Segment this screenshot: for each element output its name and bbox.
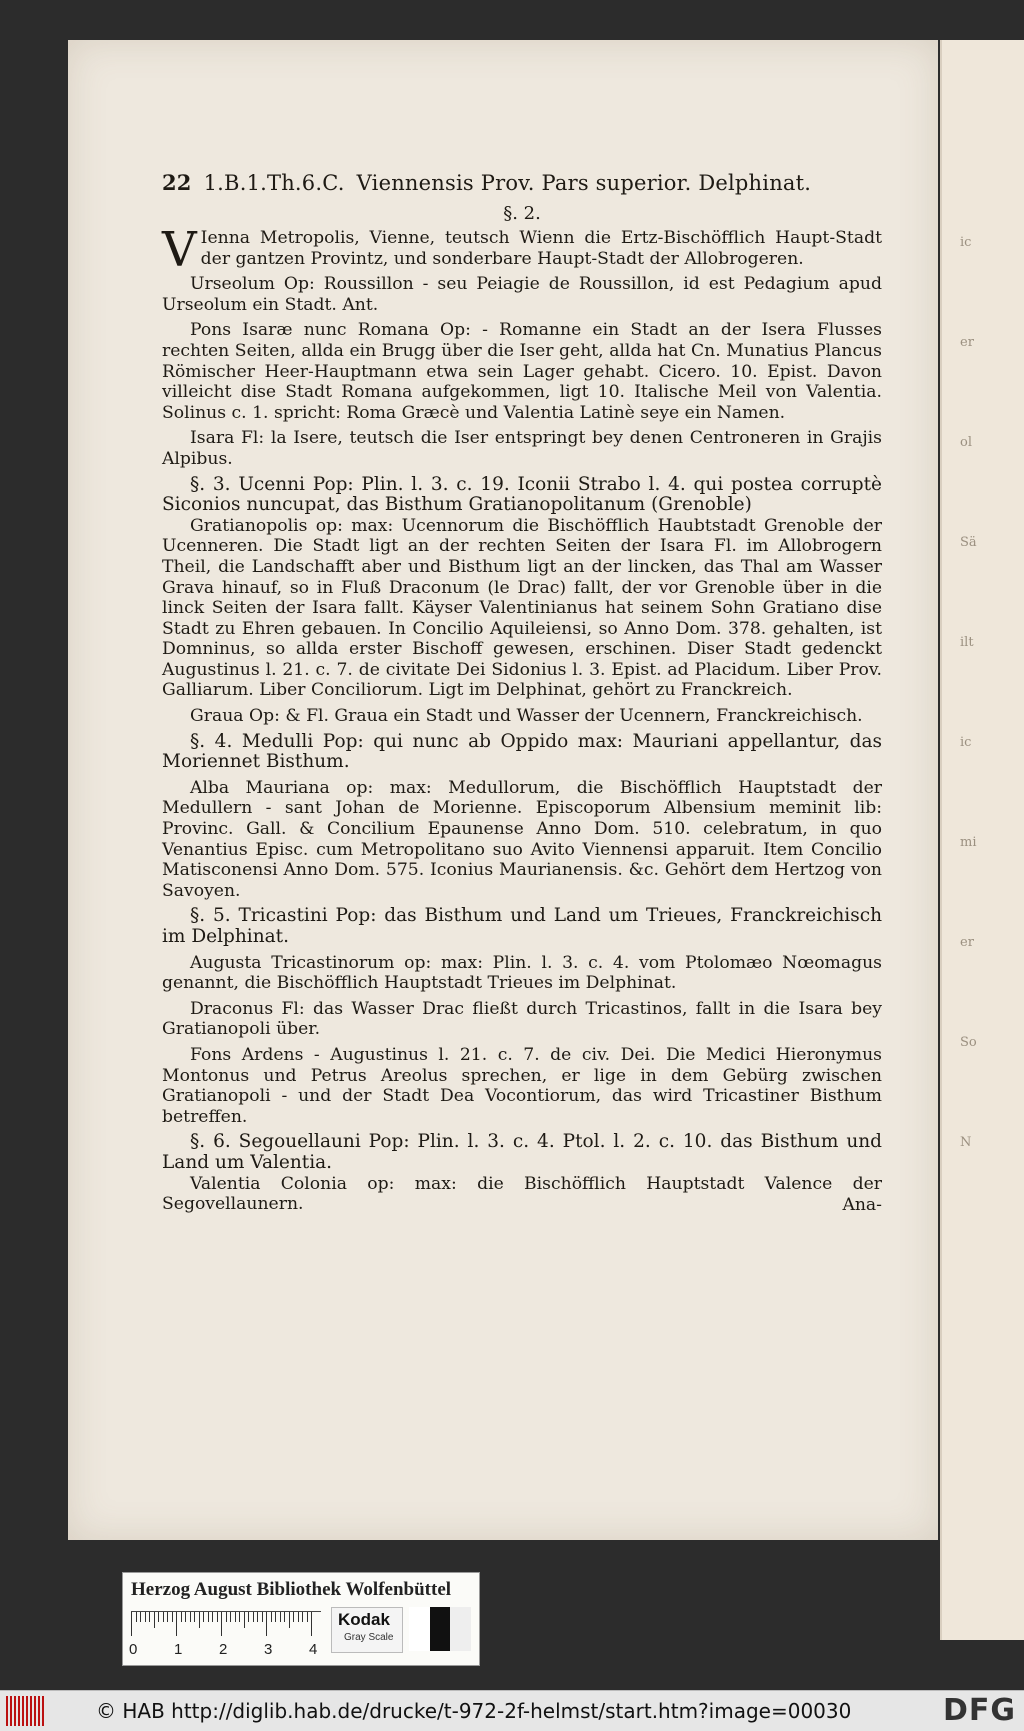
footer-url[interactable]: © HAB http://diglib.hab.de/drucke/t-972-2f-helmst/start.htm?image=00030: [96, 1699, 852, 1723]
ruler-tick: [149, 1612, 150, 1622]
kodak-brand: Kodak: [338, 1610, 390, 1629]
scale-number: 3: [264, 1641, 273, 1658]
ruler-tick: [145, 1612, 146, 1622]
ruler-tick: [298, 1612, 299, 1622]
gray-patches: [409, 1607, 471, 1651]
paragraph: Augusta Tricastinorum op: max: Plin. l. 3. c. 4. vom Ptolomæo Nœomagus genannt, die Bischöfflich Hauptstadt Trieues im Delphinat.: [162, 952, 882, 994]
ruler-tick: [140, 1612, 141, 1622]
section-paragraph: §. 3. Ucenni Pop: Plin. l. 3. c. 19. Iconii Strabo l. 4. qui postea corruptè Siconios nuncupat, das Bisthum Gratianopolitanum (Grenoble): [162, 473, 882, 516]
book-reference: 1.B.1.Th.6.C.: [203, 171, 345, 195]
ruler-tick: [244, 1612, 245, 1628]
ruler-tick: [190, 1612, 191, 1622]
ruler-tick: [302, 1612, 303, 1622]
ruler-tick: [226, 1612, 227, 1622]
paragraph: V Ienna Metropolis, Vienne, teutsch Wienn die Ertz-Bischöfflich Haupt-Stadt der gantzen Provintz, und sonderbare Haupt-Stadt der Allobrogeren.: [162, 222, 882, 278]
barcode-icon: [6, 1696, 44, 1726]
running-header: [162, 170, 882, 195]
section-heading: §. 2.: [503, 203, 541, 224]
paragraph: Fons Ardens - Augustinus l. 21. c. 7. de civ. Dei. Die Medici Hieronymus Montonus und Petrus Areolus sprechen, er lige in dem Gebürg zwischen Gratianopoli - und der Stadt Dea Vocontiorum, das wird Tricastiner Bisthum betreffen.: [162, 1044, 882, 1127]
ruler-tick: [154, 1612, 155, 1628]
ruler-tick: [257, 1612, 258, 1622]
section-paragraph: §. 5. Tricastini Pop: das Bisthum und Land um Trieues, Franckreichisch im Delphinat.: [162, 905, 882, 947]
running-title: Viennensis Prov. Pars superior. Delphinat.: [356, 171, 812, 195]
scale-number: 2: [219, 1641, 228, 1658]
section-paragraph: §. 6. Segouellauni Pop: Plin. l. 3. c. 4. Ptol. l. 2. c. 10. das Bisthum und Land um Valentia.: [162, 1131, 882, 1173]
kodak-gray-scale: [331, 1607, 403, 1653]
facing-page-edge: ic er ol Sä ilt ic mi er So N: [940, 40, 1024, 1640]
ruler-tick: [163, 1612, 164, 1622]
ruler-tick: [280, 1612, 281, 1622]
ruler-tick: [217, 1612, 218, 1622]
ruler-tick: [212, 1612, 213, 1622]
ruler-tick: [239, 1612, 240, 1622]
page-text: [162, 170, 882, 1215]
library-name: Herzog August Bibliothek Wolfenbüttel: [131, 1579, 452, 1600]
ruler-tick: [266, 1612, 267, 1636]
ruler-tick: [248, 1612, 249, 1622]
ruler-tick: [230, 1612, 231, 1622]
ruler-tick: [131, 1612, 132, 1636]
paragraph: Draconus Fl: das Wasser Drac fließt durch Tricastinos, fallt in die Isara bey Gratianopoli über.: [162, 998, 882, 1040]
ruler-tick: [167, 1612, 168, 1622]
ruler-tick: [253, 1612, 254, 1622]
drop-cap: V: [162, 222, 197, 278]
ruler-tick: [181, 1612, 182, 1622]
scale-number: 4: [309, 1641, 318, 1658]
ruler-tick: [221, 1612, 222, 1636]
ruler-tick: [307, 1612, 308, 1622]
paragraph: Isara Fl: la Isere, teutsch die Iser entspringt bey denen Centroneren in Grajis Alpibus.: [162, 428, 882, 469]
ruler-tick: [199, 1612, 200, 1628]
ruler-tick: [235, 1612, 236, 1622]
paragraph: Valentia Colonia op: max: die Bischöfflich Hauptstadt Valence der Segovellaunern.: [162, 1173, 882, 1215]
footer-bar: [0, 1690, 1024, 1731]
page-number: 22: [162, 170, 192, 195]
ruler-tick: [136, 1612, 137, 1622]
ruler-tick: [158, 1612, 159, 1622]
paragraph: Gratianopolis op: max: Ucennorum die Bischöfflich Haubtstadt Grenoble der Ucenneren. Die Stadt ligt an der rechten Seiten der Isara Fl. im Allobrogern Theil, die Landschafft aber und Bisthum ligt an der lincken, das Thal am Wasser Grava hinauf, so in Fluß Draconum (le Drac) fallt, der vor Grenoble über in die linck Seiten der Isara fallt. Käyser Valentinianus hat seinem Sohn Gratiano dise Stadt zu Ehren gebauen. In Concilio Aquileiensi, so Anno Dom. 378. gehalten, ist Domninus, so allda erster Bischoff gewesen, erschinen. Diser Stadt gedenckt Augustinus l. 21. c. 7. de civitate Dei Sidonius l. 3. Epist. ad Placidum. Liber Prov. Galliarum. Liber Conciliorum. Ligt im Delphinat, gehört zu Franckreich.: [162, 515, 882, 701]
ruler-tick: [262, 1612, 263, 1622]
scale-number: 0: [129, 1641, 138, 1658]
section-paragraph: §. 4. Medulli Pop: qui nunc ab Oppido max: Mauriani appellantur, das Moriennet Bisthum.: [162, 730, 882, 773]
library-label-card: [122, 1572, 480, 1666]
dfg-logo: DFG: [942, 1693, 1016, 1728]
scale-ruler: [131, 1611, 321, 1638]
ruler-tick: [311, 1612, 312, 1636]
ruler-tick: [172, 1612, 173, 1622]
paragraph: Urseolum Op: Roussillon - seu Peiagie de Roussillon, id est Pedagium apud Urseolum ein Stadt. Ant.: [162, 274, 882, 315]
ruler-tick: [284, 1612, 285, 1622]
kodak-subtitle: Gray Scale: [344, 1632, 394, 1643]
ruler-tick: [293, 1612, 294, 1622]
ruler-tick: [289, 1612, 290, 1628]
paragraph: Graua Op: & Fl. Graua ein Stadt und Wasser der Ucennern, Franckreichisch.: [190, 706, 863, 727]
scale-number: 1: [174, 1641, 183, 1658]
ruler-tick: [271, 1612, 272, 1622]
ruler-tick: [185, 1612, 186, 1622]
ruler-tick: [203, 1612, 204, 1622]
paragraph: Alba Mauriana op: max: Medullorum, die Bischöfflich Hauptstadt der Medullern - sant Johan de Morienne. Episcoporum Albensium meminit lib: Provinc. Gall. & Concilium Epaunense Anno Dom. 510. celebratum, in quo Venantius Episc. cum Metropolitano suo Avito Viennensi apparuit. Item Concilio Matisconensi Anno Dom. 575. Iconius Maurianensis. &c. Gehört dem Hertzog von Savoyen.: [162, 777, 882, 901]
ruler-tick: [176, 1612, 177, 1636]
paragraph: Pons Isaræ nunc Romana Op: - Romanne ein Stadt an der Isera Flusses rechten Seiten, allda ein Brugg über die Iser geht, allda hat Cn. Munatius Plancus Römischer Heer-Hauptmann etwa sein Lager gehabt. Cicero. 10. Epist. Davon villeicht dise Stadt Romana aufgekommen, ligt 10. Italische Meil von Valentia. Solinus c. 1. spricht: Roma Græcè und Valentia Latinè seye ein Namen.: [162, 320, 882, 423]
ruler-tick: [208, 1612, 209, 1622]
catchword: Ana-: [842, 1194, 882, 1215]
ruler-tick: [275, 1612, 276, 1622]
ruler-tick: [194, 1612, 195, 1622]
